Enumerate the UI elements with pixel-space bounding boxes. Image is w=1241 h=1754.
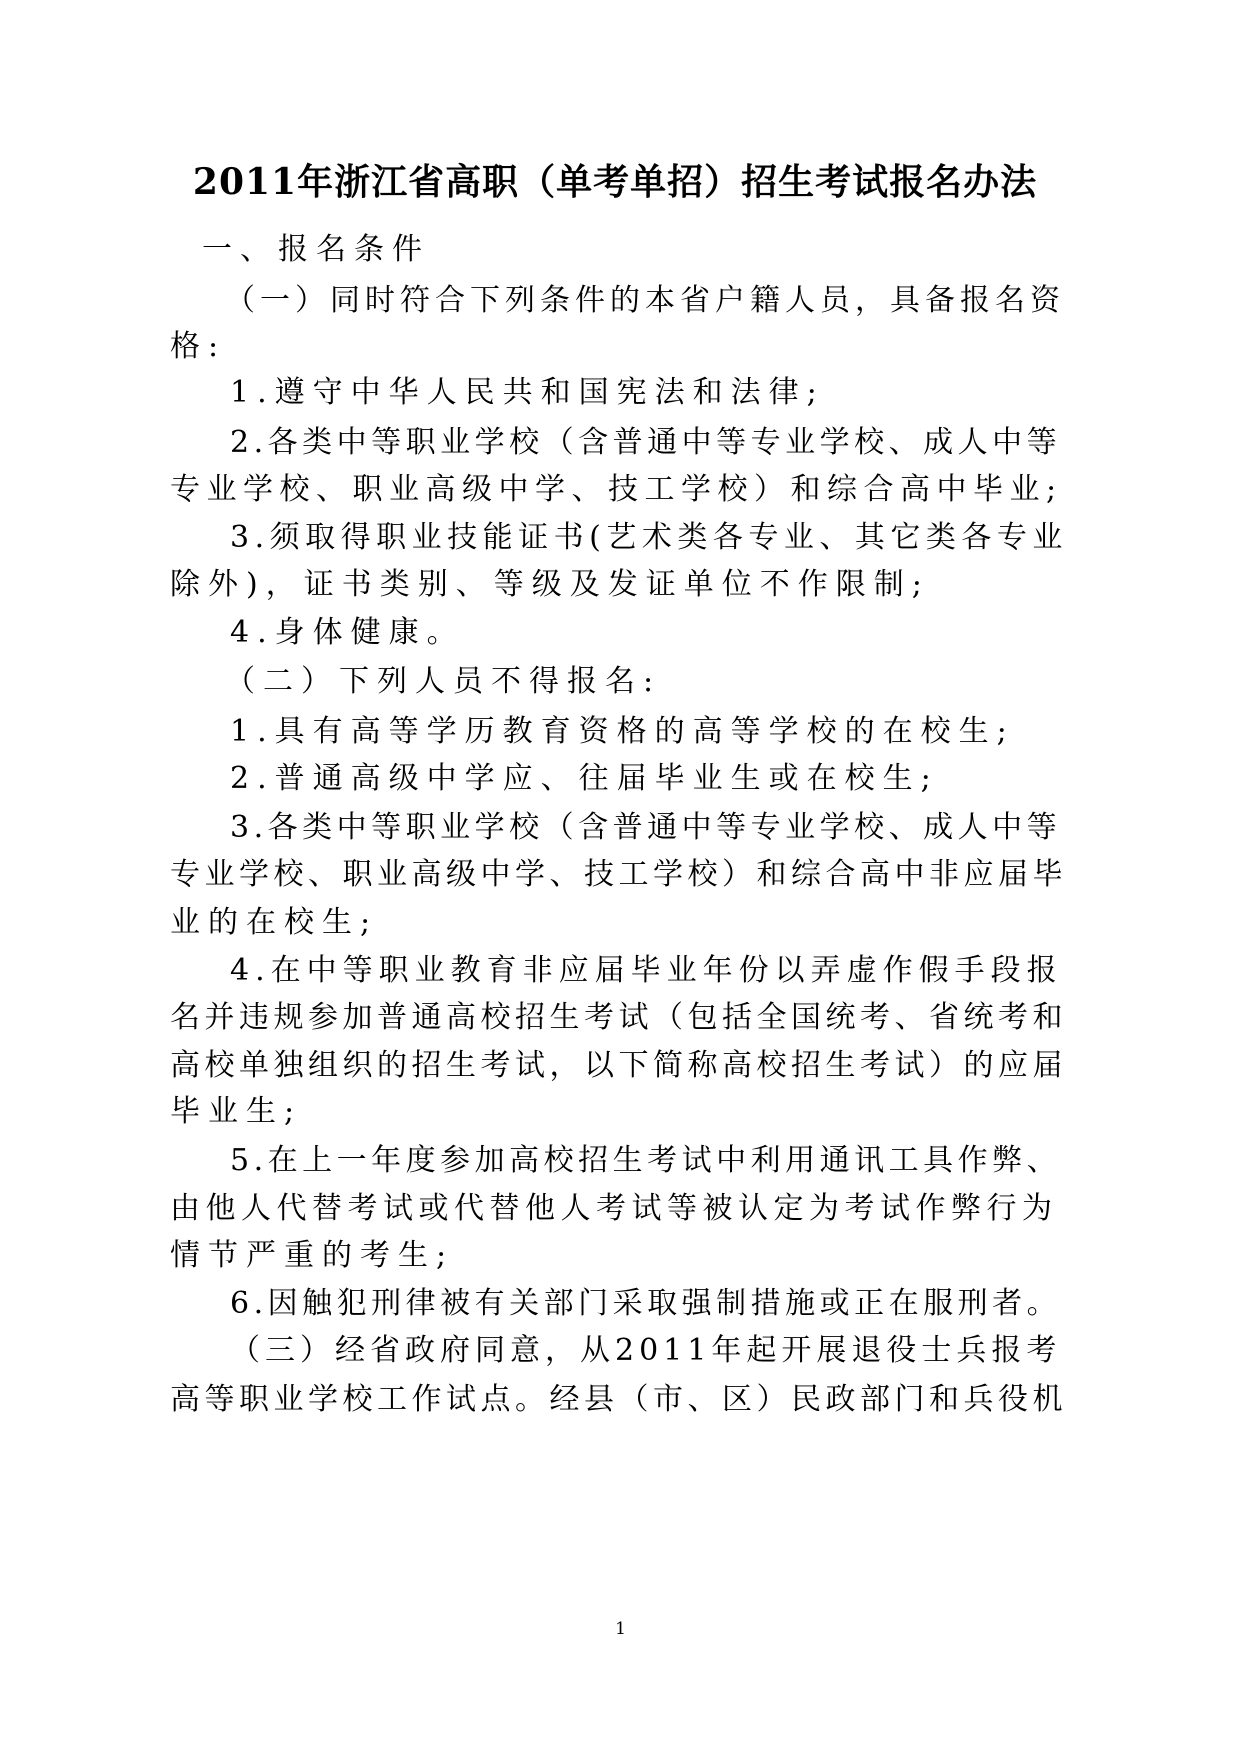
section-heading: 一、报名条件 bbox=[202, 232, 430, 267]
list-item: 2.各类中等职业学校（含普通中等专业学校、成人中等 bbox=[230, 425, 1062, 460]
paragraph-line: （三）经省政府同意，从2011年起开展退役士兵报考 bbox=[230, 1333, 1062, 1368]
paragraph-line: 专业学校、职业高级中学、技工学校）和综合高中毕业; bbox=[170, 472, 1063, 507]
list-item: 4.身体健康。 bbox=[230, 615, 465, 650]
paragraph-line: 毕业生; bbox=[170, 1094, 303, 1129]
paragraph-line: 高校单独组织的招生考试，以下简称高校招生考试）的应届 bbox=[170, 1048, 1067, 1083]
paragraph-line: （一）同时符合下列条件的本省户籍人员，具备报名资 bbox=[225, 283, 1065, 318]
paragraph-line: 名并违规参加普通高校招生考试（包括全国统考、省统考和 bbox=[170, 1000, 1067, 1035]
paragraph-line: （二）下列人员不得报名: bbox=[225, 664, 662, 699]
paragraph-line: 业的在校生; bbox=[170, 905, 379, 940]
list-item: 4.在中等职业教育非应届毕业年份以弄虚作假手段报 bbox=[230, 953, 1063, 988]
paragraph-line: 情节严重的考生; bbox=[170, 1238, 455, 1273]
page-number: 1 bbox=[615, 1619, 626, 1639]
document-title: 2011年浙江省高职（单考单招）招生考试报名办法 bbox=[192, 161, 1038, 203]
list-item: 2.普通高级中学应、往届毕业生或在校生; bbox=[230, 761, 939, 796]
list-item: 1.具有高等学历教育资格的高等学校的在校生; bbox=[230, 714, 1015, 749]
paragraph-line: 除外)，证书类别、等级及发证单位不作限制; bbox=[170, 567, 930, 602]
list-item: 3.各类中等职业学校（含普通中等专业学校、成人中等 bbox=[230, 810, 1062, 845]
paragraph-line: 高等职业学校工作试点。经县（市、区）民政部门和兵役机 bbox=[170, 1382, 1067, 1417]
list-item: 3.须取得职业技能证书(艺术类各专业、其它类各专业 bbox=[230, 520, 1068, 555]
paragraph-line: 格: bbox=[170, 329, 227, 364]
list-item: 5.在上一年度参加高校招生考试中利用通讯工具作弊、 bbox=[230, 1143, 1062, 1178]
list-item: 6.因触犯刑律被有关部门采取强制措施或正在服刑者。 bbox=[230, 1286, 1062, 1321]
list-item: 1.遵守中华人民共和国宪法和法律; bbox=[230, 375, 825, 410]
paragraph-line: 由他人代替考试或代替他人考试等被认定为考试作弊行为 bbox=[170, 1191, 1058, 1226]
paragraph-line: 专业学校、职业高级中学、技工学校）和综合高中非应届毕 bbox=[170, 857, 1067, 892]
